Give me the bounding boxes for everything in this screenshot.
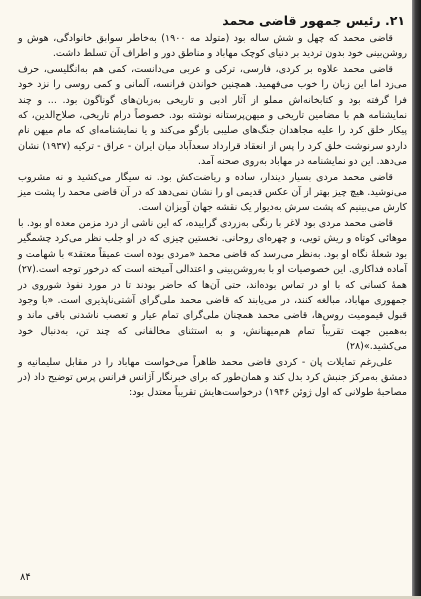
paragraph-1: قاضی محمد که چهل و شش ساله بود (متولد مه ۱۹۰۰) به‌خاطر سوابق خانوادگی، هوش و روشن‌بینی خود بدون تردید بر دنیای کوچک مهاباد و مناطق دور و اطراف آن تسلط داشت. xyxy=(18,33,407,60)
section-heading: ۲۱. رئیس جمهور قاضی محمد xyxy=(222,13,405,28)
page-number: ۸۴ xyxy=(20,572,31,583)
paragraph-3: قاضی محمد مردی بسیار دیندار، ساده و ریاضت‌کش بود. نه سیگار می‌کشید و نه مشروب می‌نوشید. هیچ چیز بهتر از آن عکس قدیمی او را نشان نمی‌دهد که در آن قاضی محمد را پشت میز کارش می‌بینیم که پشت سرش به‌دیوار یک نقشه جهان آویزان است. xyxy=(18,171,407,214)
paragraph-4: قاضی محمد مردی بود لاغر با رنگی به‌زردی گراییده، که این ناشی از درد مزمن معده او بود. با موهائی کوتاه و ریش تویی، و چهره‌ای روحانی. نخستین چیزی که در او جلب‌ نظر می‌کرد چشمگیر بود شعلهٔ نگاه او بود. به‌نظر می‌رسد که قاضی محمد «مردی بوده است عمیقاً معتقد» با شهامت و آماده فداکاری. این خصوصیات او با به‌روشن‌بینی و اعتدالی آمیخته است که درخور توجه است.(۲۷) همهٔ کسانی که با او در تماس بوده‌اند، حتی آن‌ها که حاضر بودند تا در مورد نفوذ شوروی در جمهوری مهاباد، مبالغه کنند، در می‌یابند که قاضی محمد ملی‌گرای آشتی‌ناپذیری است. «با وجود قبول قیمومیت روس‌ها، قاضی محمد همچنان ملی‌گرای تمام عیار و تعصب ناشدنی باقی ماند و به‌همین جهت تقریباً تمام هم‌میهنانش، و به استثنای مخالفانی که چند تن، به‌دنبال خود می‌کشید.»(۲۸) xyxy=(18,217,407,353)
scan-edge-shadow xyxy=(412,0,421,599)
document-page xyxy=(18,12,407,401)
paragraph-5: علی‌رغم تمایلات پان - کردی قاضی محمد ظاهراً می‌خواست مهاباد را در مقابل سلیمانیه و دمشق به‌مرکز جنبش کرد بدل کند و همان‌طور که برای خبرنگار آژانس فرانس پرس توضیح داد (در مصاحبهٔ طولانی که اول ژوئن ۱۹۴۶) درخواست‌هایش تقریباً معتدل بود: xyxy=(18,356,407,399)
paragraph-2: قاضی محمد علاوه بر کردی، فارسی، ترکی و عربی می‌دانست، کمی هم به‌انگلیسی، حرف می‌زد اما این زبان را خوب می‌فهمید. همچنین خواندن فرانسه، آلمانی و کمی روسی را نزد خود فرا گرفته بود و کتابخانه‌اش مملو از آثار ادبی و تاریخی به‌زبان‌های گوناگون بود. ... و چند نمایشنامه هم با مضامین تاریخی و میهن‌پرستانه نوشته بود. خصوصاً درام تاریخی، صلاح‌الدین، که پیکار خلق کرد را علیه مجاهدان جنگ‌های صلیبی بازگو می‌کند و یا نمایشنامه‌ای که مام میهن نام داردو سرنوشت خلق کرد را پس از انعقاد قرارداد سعدآباد میان ایران - عراق - ترکیه (۱۹۳۷) نشان می‌دهد. این دو نمایشنامه در مهاباد به‌روی صحنه آمد. xyxy=(18,63,407,168)
